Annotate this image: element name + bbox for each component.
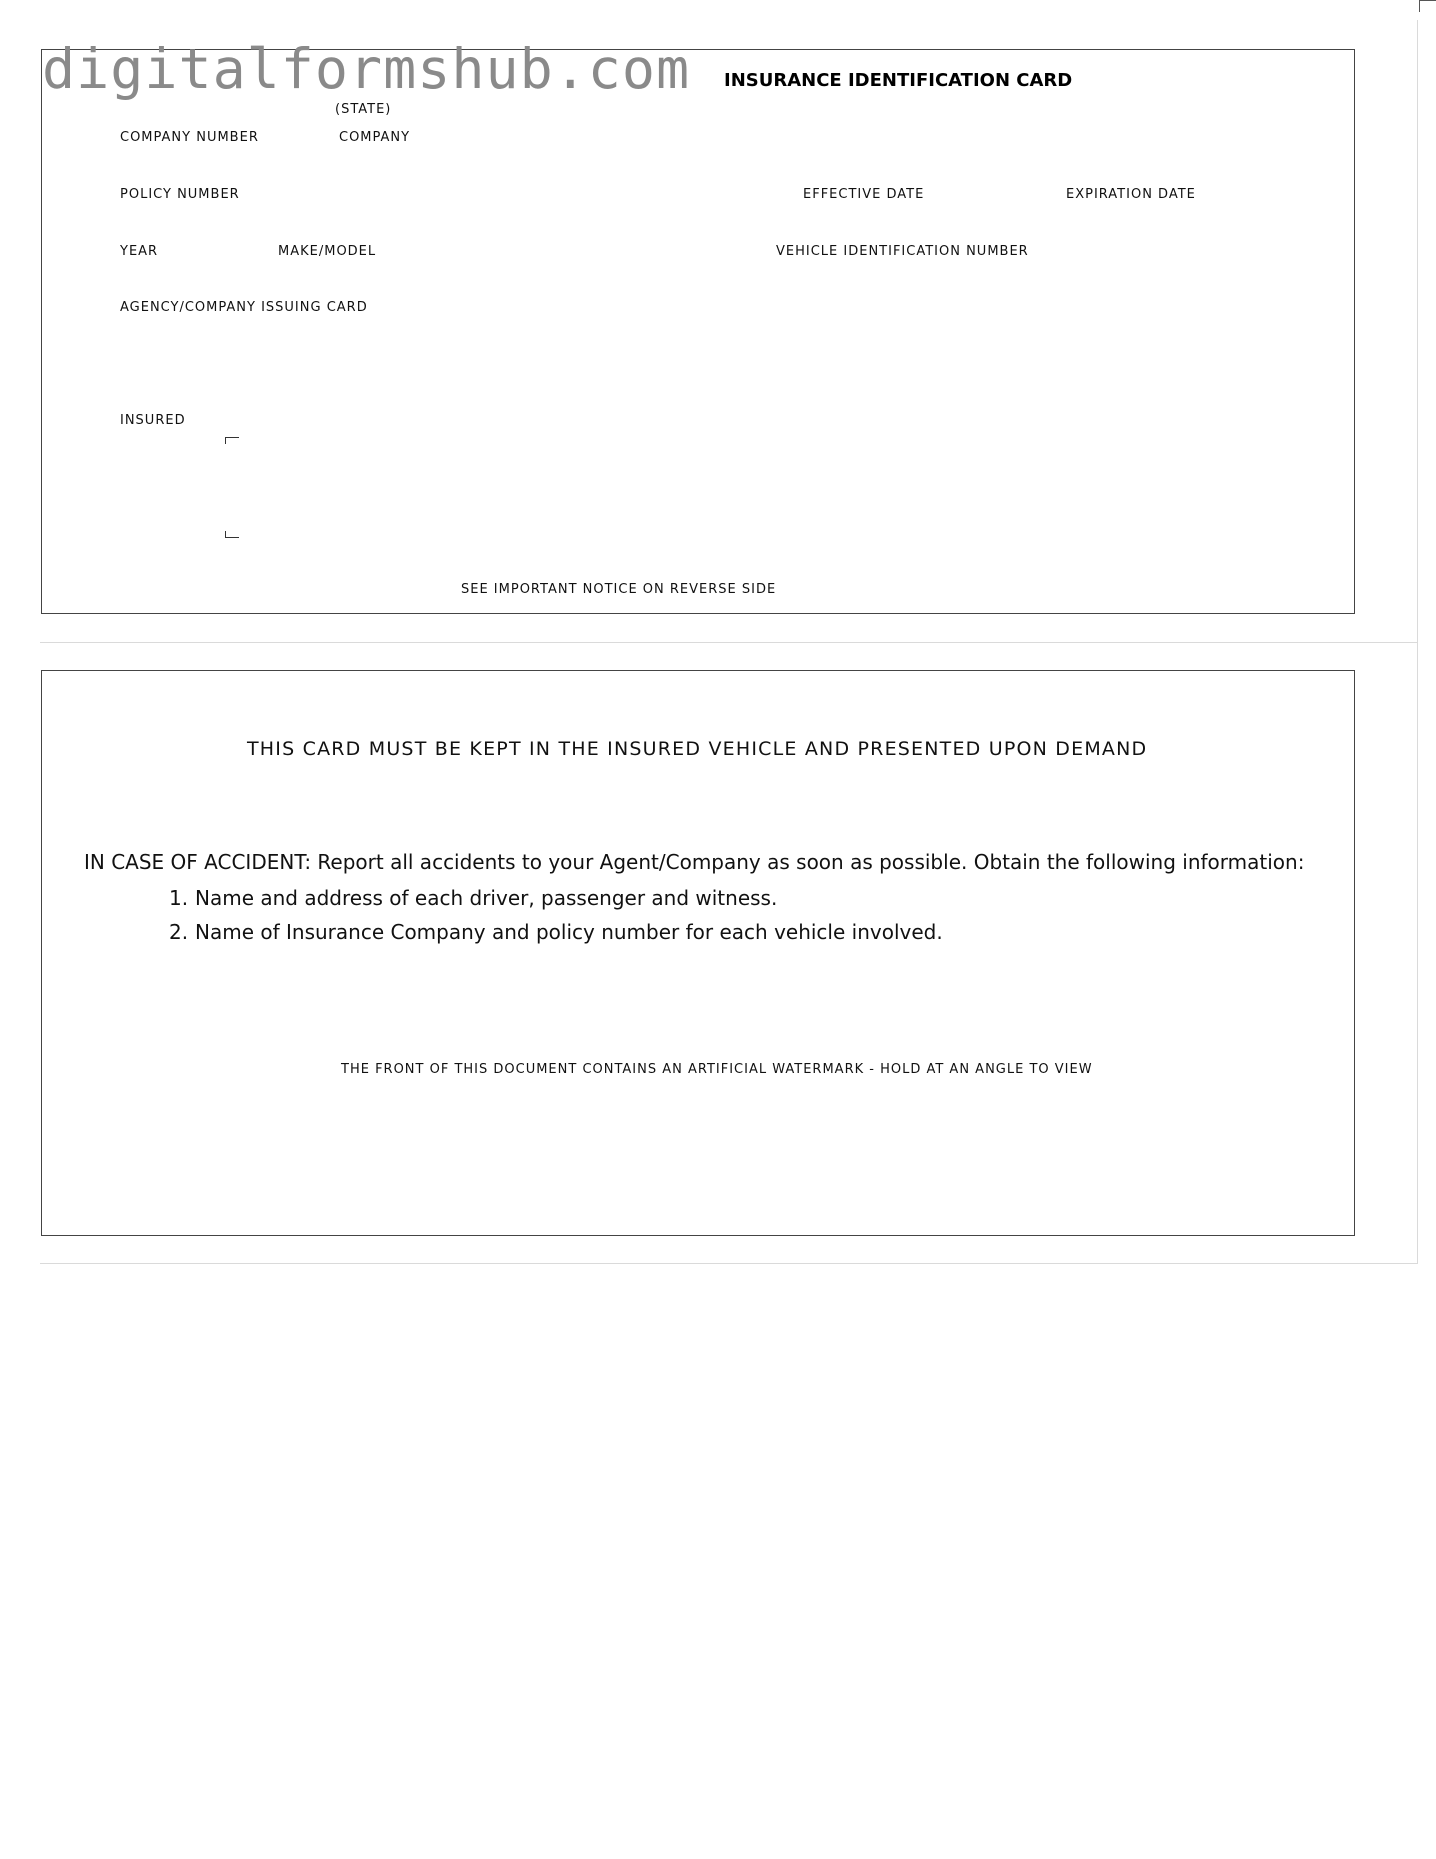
card-title: INSURANCE IDENTIFICATION CARD [724,70,1073,91]
watermark-logo: digitalformshub.com [42,37,691,101]
accident-instructions: IN CASE OF ACCIDENT: Report all accidents to your Agent/Company as soon as possible. Obtain the following information: [84,850,1305,874]
watermark-notice: THE FRONT OF THIS DOCUMENT CONTAINS AN ARTIFICIAL WATERMARK - HOLD AT AN ANGLE TO VIEW [341,1062,1093,1077]
list-item-number: 2. [169,920,189,944]
insured-label: INSURED [120,413,186,428]
expiration-date-label: EXPIRATION DATE [1066,187,1196,202]
list-item [169,920,943,944]
make-model-label: MAKE/MODEL [278,244,377,259]
insured-address-bracket-bottom [225,531,239,538]
effective-date-label: EFFECTIVE DATE [803,187,925,202]
insured-address-bracket-top [225,437,239,444]
policy-number-label: POLICY NUMBER [120,187,240,202]
page-corner-mark [1419,0,1436,12]
list-item-text: Name of Insurance Company and policy number for each vehicle involved. [195,920,943,944]
list-item-text: Name and address of each driver, passenger and witness. [195,886,778,910]
reverse-side-notice: SEE IMPORTANT NOTICE ON REVERSE SIDE [461,582,777,597]
list-item [169,886,777,910]
keep-in-vehicle-notice: THIS CARD MUST BE KEPT IN THE INSURED VEHICLE AND PRESENTED UPON DEMAND [247,738,1148,760]
page-bottom-divider [40,1263,1418,1264]
year-label: YEAR [120,244,159,259]
card-divider-line [40,642,1418,643]
agency-issuing-label: AGENCY/COMPANY ISSUING CARD [120,300,368,315]
company-number-label: COMPANY NUMBER [120,130,259,145]
list-item-number: 1. [169,886,189,910]
vin-label: VEHICLE IDENTIFICATION NUMBER [776,244,1029,259]
state-label: (STATE) [335,102,392,117]
company-label: COMPANY [339,130,411,145]
